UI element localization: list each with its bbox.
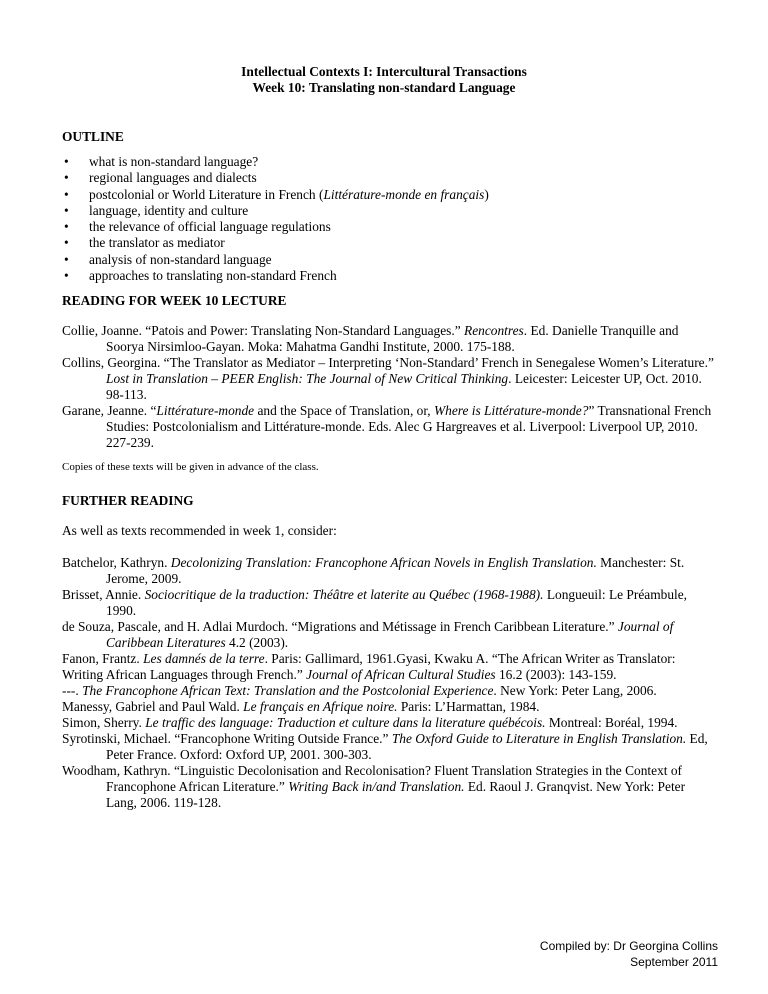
- italic-title: Les damnés de la terre: [143, 651, 265, 666]
- bullet-icon: •: [64, 251, 69, 267]
- outline-item: [62, 219, 489, 235]
- text-segment: . Leicester: Leicester UP, Oct. 2010. 98-113.: [106, 371, 702, 402]
- text-segment: ): [484, 186, 489, 202]
- text-segment: the translator as mediator: [89, 235, 225, 251]
- reading-note: Copies of these texts will be given in advance of the class.: [62, 461, 319, 473]
- italic-title: Journal of Caribbean Literatures: [106, 619, 674, 650]
- outline-item: [62, 170, 489, 186]
- text-segment: ---.: [62, 683, 83, 698]
- compiled-date: September 2011: [630, 955, 718, 969]
- reference-entry: [62, 323, 717, 355]
- reference-entry: [62, 555, 717, 587]
- compiled-by-footer: [540, 938, 718, 970]
- text-segment: language, identity and culture: [89, 202, 249, 218]
- course-title: Intellectual Contexts I: Intercultural Transactions: [241, 64, 527, 79]
- text-segment: 16.2 (2003): 143-159.: [495, 667, 617, 682]
- text-segment: ” Transnational French Studies: Postcolonialism and Littérature-monde. Eds. Alec G Hargreaves et al. Liverpool: Liverpool UP, 2010. 227-239.: [106, 403, 712, 450]
- reference-entry: [62, 683, 717, 699]
- bullet-icon: •: [64, 268, 69, 284]
- italic-title: Rencontres: [464, 323, 524, 338]
- outline-item: [62, 203, 489, 219]
- italic-title: Decolonizing Translation: Francophone African Novels in English Translation.: [170, 555, 597, 570]
- further-reading-list: [62, 555, 717, 811]
- italic-title: The Oxford Guide to Literature in English Translation.: [391, 731, 687, 746]
- reference-entry: [62, 763, 717, 811]
- compiled-by: Compiled by: Dr Georgina Collins: [539, 939, 718, 953]
- text-segment: Montreal: Boréal, 1994.: [545, 715, 678, 730]
- italic-title: The Francophone African Text: Translation and the Postcolonial Experience: [82, 683, 494, 698]
- text-segment: postcolonial or World Literature in French (: [89, 186, 324, 202]
- reference-entry: [62, 355, 717, 403]
- text-segment: Manchester: St. Jerome, 2009.: [106, 555, 685, 586]
- outline-heading: OUTLINE: [62, 129, 124, 144]
- bullet-icon: •: [64, 202, 69, 218]
- text-segment: Brisset, Annie.: [62, 587, 145, 602]
- italic-title: Where is Littérature-monde?: [433, 403, 589, 418]
- italic-title: Le français en Afrique noire.: [243, 699, 398, 714]
- text-segment: Longueuil: Le Préambule, 1990.: [106, 587, 688, 618]
- italic-title: Sociocritique de la traduction: Théâtre et laterite au Québec (1968-1988).: [144, 587, 544, 602]
- text-segment: Collie, Joanne. “Patois and Power: Translating Non-Standard Languages.”: [62, 323, 465, 338]
- reference-entry: [62, 699, 717, 715]
- text-segment: and the Space of Translation, or,: [254, 403, 434, 418]
- reference-entry: [62, 715, 717, 731]
- week-title: Week 10: Translating non-standard Language: [252, 80, 516, 95]
- italic-title: Lost in Translation – PEER English: The Journal of New Critical Thinking: [106, 371, 509, 386]
- bullet-icon: •: [64, 219, 69, 235]
- italic-title: Littérature-monde: [156, 403, 255, 418]
- reference-entry: [62, 619, 717, 651]
- text-segment: regional languages and dialects: [89, 170, 257, 186]
- text-segment: Collins, Georgina. “The Translator as Mediator – Interpreting ‘Non-Standard’ French in Senegalese Women’s Literature.”: [62, 355, 714, 370]
- reading-list: [62, 323, 717, 451]
- text-segment: Paris: L’Harmattan, 1984.: [397, 699, 540, 714]
- text-segment: Simon, Sherry.: [62, 715, 146, 730]
- bullet-icon: •: [64, 235, 69, 251]
- reading-heading: READING FOR WEEK 10 LECTURE: [62, 293, 287, 308]
- italic-title: Writing Back in/and Translation.: [288, 779, 465, 794]
- outline-item: [62, 268, 489, 284]
- text-segment: Garane, Jeanne. “: [62, 403, 157, 418]
- text-segment: Syrotinski, Michael. “Francophone Writing Outside France.”: [62, 731, 392, 746]
- text-segment: . Ed. Danielle Tranquille and Soorya Nirsimloo-Gayan. Moka: Mahatma Gandhi Institute, 2000. 175-188.: [106, 323, 679, 354]
- text-segment: the relevance of official language regulations: [89, 219, 331, 235]
- further-reading-intro: As well as texts recommended in week 1, consider:: [62, 523, 337, 538]
- outline-item: [62, 235, 489, 251]
- italic-title: Littérature-monde en français: [323, 186, 485, 202]
- bullet-icon: •: [64, 170, 69, 186]
- text-segment: Fanon, Frantz.: [62, 651, 144, 666]
- text-segment: what is non-standard language?: [89, 154, 259, 169]
- text-segment: Ed. Raoul J. Granqvist. New York: Peter Lang, 2006. 119-128.: [106, 779, 686, 810]
- italic-title: Le traffic des language: Traduction et culture dans la literature québécois.: [145, 715, 546, 730]
- bullet-icon: •: [64, 186, 69, 202]
- text-segment: approaches to translating non-standard French: [89, 268, 337, 284]
- outline-item: [62, 187, 489, 203]
- document-title: [0, 64, 768, 96]
- further-reading-heading: FURTHER READING: [62, 493, 194, 508]
- text-segment: de Souza, Pascale, and H. Adlai Murdoch. “Migrations and Métissage in French Caribbean Literature.”: [62, 619, 618, 634]
- reference-entry: [62, 587, 717, 619]
- text-segment: Woodham, Kathryn. “Linguistic Decolonisation and Recolonisation? Fluent Translation Strategies in the Context of Francophone African Literature.”: [62, 763, 683, 794]
- text-segment: Ed, Peter France. Oxford: Oxford UP, 2001. 300-303.: [106, 731, 708, 762]
- text-segment: . Paris: Gallimard, 1961.Gyasi, Kwaku A. “The African Writer as Translator: Writing African Languages through French.”: [62, 651, 676, 682]
- reference-entry: [62, 403, 717, 451]
- outline-item: [62, 252, 489, 268]
- outline-list: [62, 154, 489, 284]
- text-segment: Manessy, Gabriel and Paul Wald.: [62, 699, 244, 714]
- text-segment: . New York: Peter Lang, 2006.: [493, 683, 657, 698]
- text-segment: Batchelor, Kathryn.: [62, 555, 171, 570]
- text-segment: 4.2 (2003).: [225, 635, 289, 650]
- bullet-icon: •: [64, 154, 69, 169]
- italic-title: Journal of African Cultural Studies: [306, 667, 496, 682]
- reference-entry: [62, 651, 717, 683]
- reference-entry: [62, 731, 717, 763]
- text-segment: analysis of non-standard language: [89, 251, 272, 267]
- outline-item: [62, 154, 489, 170]
